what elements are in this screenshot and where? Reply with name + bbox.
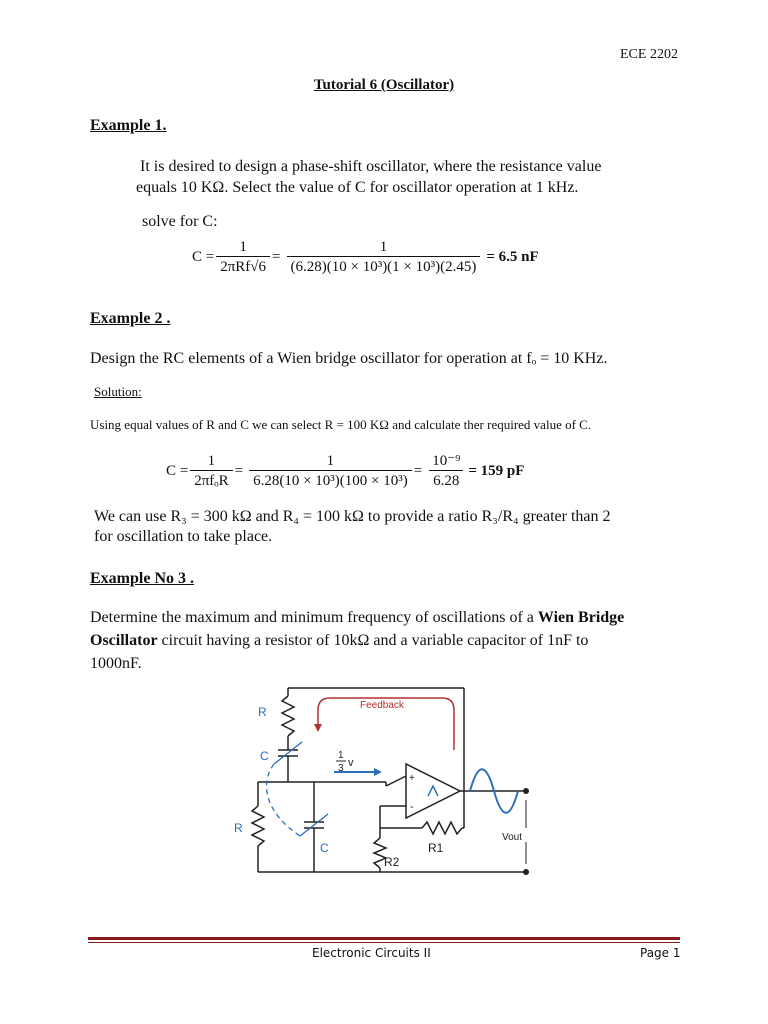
example3-line3: 1000nF.	[90, 655, 142, 672]
example3-line1: Determine the maximum and minimum frequency of oscillations of a Wien Bridge	[90, 609, 625, 626]
label-r-bottom: R	[234, 821, 243, 835]
label-r1: R1	[428, 841, 444, 855]
page-title: Tutorial 6 (Oscillator)	[313, 77, 455, 93]
example2-line4: for oscillation to take place.	[94, 528, 273, 545]
example1-line2: equals 10 KΩ. Select the value of C for oscillator operation at 1 kHz.	[136, 179, 579, 196]
example1-equation: C = $\frac{1}{\text{2πRf√6}}$ = $\frac{1}{\text{(6.28)(10 × 10³)(1 × 10³)(2.45)}}$ = 6.5 nF	[192, 239, 539, 275]
eq1-fraction-2: $\frac{1}{\text{(6.28)(10 × 10³)(1 × 10³)(2.45)}}$	[287, 238, 481, 277]
wien-bridge-circuit-diagram	[230, 682, 550, 892]
label-vout: Vout	[502, 832, 523, 843]
r1-resistor	[422, 822, 462, 834]
solution-label: Solution:	[94, 384, 142, 399]
label-third-den: 3	[338, 763, 344, 774]
output-terminal-top	[523, 788, 529, 794]
label-v: v	[348, 757, 354, 769]
label-feedback: Feedback	[360, 700, 404, 711]
eq1-result: = 6.5 nF	[486, 249, 539, 265]
output-terminal-bottom	[523, 869, 529, 875]
feedback-arrowhead	[314, 724, 322, 732]
example3-line2: Oscillator circuit having a resistor of 10kΩ and a variable capacitor of 1nF to	[90, 632, 589, 649]
eq2-result: = 159 pF	[468, 463, 525, 479]
parallel-resistor	[252, 806, 264, 846]
footer-page-number: Page 1	[640, 946, 681, 960]
example2-equation: C = $\frac{1}{\text{2πfₒR}}$ = $\frac{1}{\text{6.28(10 × 10³)(100 × 10³)}}$ = $\frac{\text{10⁻⁹}}{6.28}$ = 159 pF	[166, 453, 525, 489]
eq1-fraction-1: $\frac{1}{\text{2πRf√6}}$	[216, 238, 270, 277]
label-r2: R2	[384, 855, 400, 869]
label-r-top: R	[258, 705, 267, 719]
eq2-fraction-1: $\frac{1}{\text{2πfₒR}}$	[190, 452, 232, 491]
series-resistor	[282, 696, 294, 736]
eq2-fraction-2: $\frac{1}{\text{6.28(10 × 10³)(100 × 10³)}}$	[249, 452, 412, 491]
example2-line1: Design the RC elements of a Wien bridge oscillator for operation at fₒ = 10 KHz.	[90, 350, 608, 367]
label-plus: +	[409, 773, 415, 784]
example2-line2: Using equal values of R and C we can select R = 100 KΩ and calculate ther required value of C.	[90, 417, 592, 432]
example3-heading: Example No 3 .	[90, 570, 194, 587]
eq2-fraction-3: $\frac{\text{10⁻⁹}}{6.28}$	[428, 452, 464, 491]
gang-link-dashed	[267, 764, 300, 836]
example1-line1: It is desired to design a phase-shift oscillator, where the resistance value	[140, 158, 602, 175]
op-amp-inner-mark	[428, 786, 438, 796]
label-minus: -	[410, 801, 414, 813]
eq1-lhs: C =	[192, 249, 215, 265]
example1-heading: Example 1.	[90, 117, 167, 134]
example2-heading: Example 2 .	[90, 310, 171, 327]
footer-course-name: Electronic Circuits II	[312, 946, 431, 960]
footer-rule-thick	[88, 937, 680, 940]
label-third-num: 1	[338, 750, 344, 761]
footer-rule-thin	[88, 942, 680, 943]
label-c-top: C	[260, 749, 269, 763]
noninverting-input-wire	[386, 776, 406, 786]
example2-line3: We can use R₃ = 300 kΩ and R₄ = 100 kΩ to provide a ratio R₃/R₄ greater than 2	[94, 508, 611, 525]
course-code: ECE 2202	[620, 47, 678, 62]
label-c-bottom: C	[320, 841, 329, 855]
example1-solve-label: solve for C:	[142, 213, 218, 230]
